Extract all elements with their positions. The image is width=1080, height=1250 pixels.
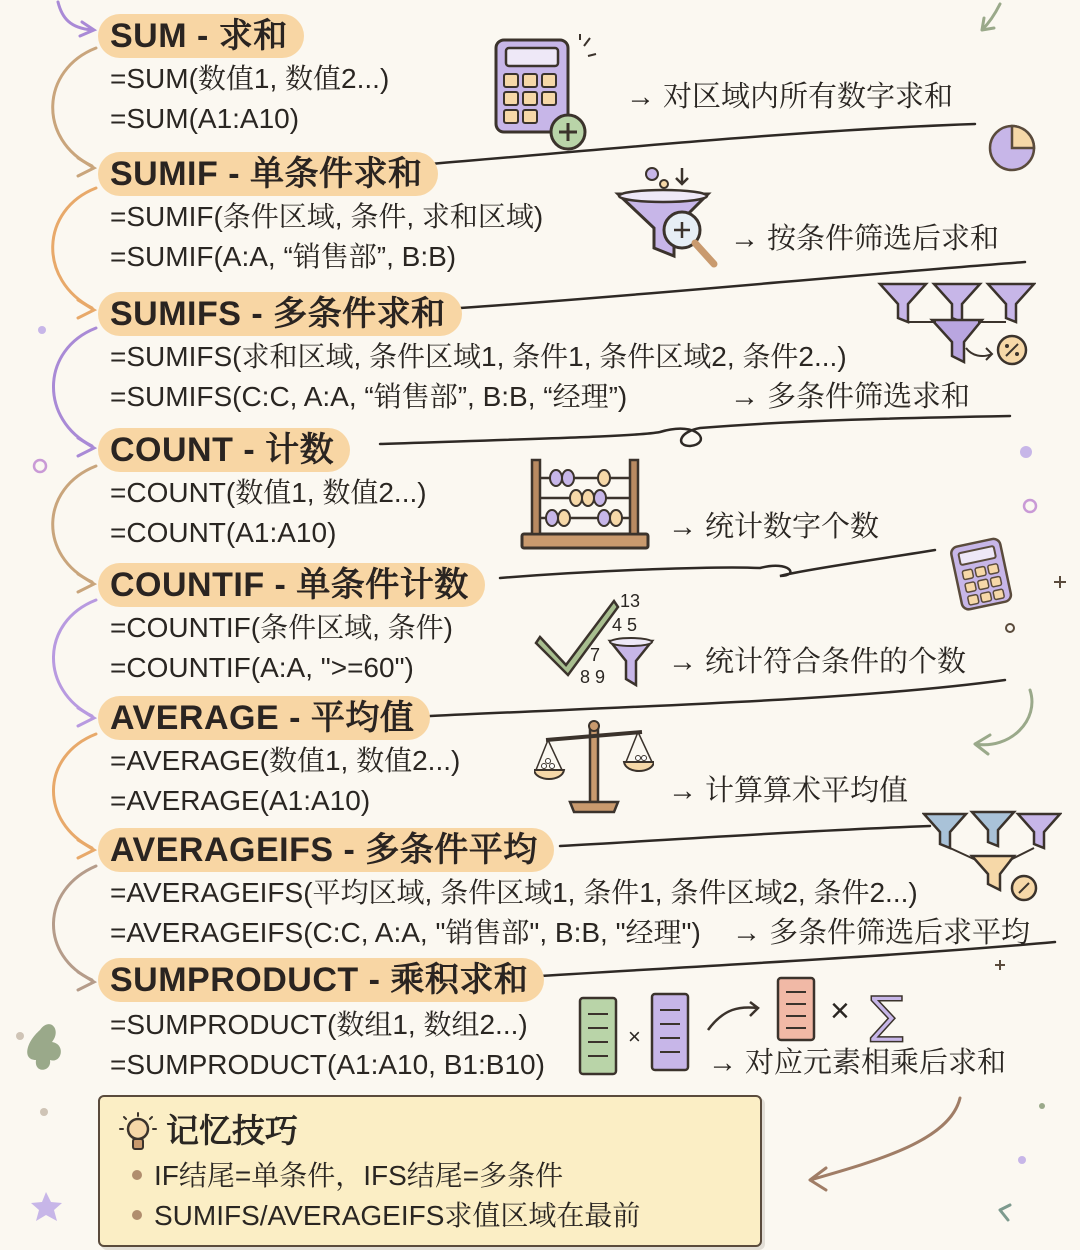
section-title: AVERAGE - 平均值 (98, 696, 430, 740)
funnel-magnifier-icon (612, 164, 726, 274)
formula-example: =COUNTIF(A:A, ">=60") (110, 652, 414, 683)
curl-arrow (975, 690, 1032, 754)
formula-example: =AVERAGE(A1:A10) (110, 785, 371, 816)
formula-example: =SUMPRODUCT(A1:A10, B1:B10) (110, 1049, 545, 1080)
formula-example: =COUNT(A1:A10) (110, 517, 337, 548)
connector-arrow (53, 328, 96, 446)
multiply-sign: × (628, 1024, 641, 1049)
formula-example: =SUMIFS(C:C, A:A, “销售部”, B:B, “经理”) (110, 381, 628, 412)
function-description: → 统计数字个数 (668, 511, 880, 543)
formula-syntax: =AVERAGE(数值1, 数值2...) (110, 745, 461, 776)
function-description: → 对应元素相乘后求和 (708, 1047, 1007, 1079)
section-title: SUMIF - 单条件求和 (98, 152, 438, 196)
section-title: SUMIFS - 多条件求和 (98, 292, 462, 336)
formula-example: =AVERAGEIFS(C:C, A:A, "销售部", B:B, "经理") (110, 917, 701, 948)
formula-syntax: =SUMIF(条件区域, 条件, 求和区域) (110, 201, 544, 232)
connector-arrow (78, 300, 94, 318)
formula-syntax: =SUMIFS(求和区域, 条件区域1, 条件1, 条件区域2, 条件2...) (110, 341, 847, 372)
formula-syntax: =AVERAGEIFS(平均区域, 条件区域1, 条件1, 条件区域2, 条件2...) (110, 877, 918, 908)
connector-arrow (53, 734, 96, 848)
multi-funnel-icon (876, 278, 1036, 378)
section-title: SUM - 求和 (98, 14, 304, 58)
formula-example: =SUMIF(A:A, “销售部”, B:B) (110, 241, 457, 272)
section-title: COUNTIF - 单条件计数 (98, 563, 485, 607)
formula-syntax: =COUNTIF(条件区域, 条件) (110, 612, 453, 643)
memory-tips-box (98, 1095, 762, 1247)
section-title: AVERAGEIFS - 多条件平均 (98, 828, 554, 872)
connector-arrow (78, 158, 94, 176)
formula-syntax: =COUNT(数值1, 数值2...) (110, 477, 427, 508)
formula-syntax: =SUMPRODUCT(数组1, 数组2...) (110, 1009, 528, 1040)
divider-swoosh (500, 550, 935, 578)
function-description: → 多条件筛选后求平均 (732, 917, 1031, 949)
connector-arrow (78, 972, 94, 990)
tip-text: SUMIFS/AVERAGEIFS求值区域在最前 (154, 1200, 641, 1231)
number-label: 8 9 (580, 667, 606, 687)
abacus-icon (520, 456, 650, 552)
function-description: → 计算算术平均值 (668, 775, 909, 807)
section-title: COUNT - 计数 (98, 428, 350, 472)
calculator-plus-icon (488, 34, 598, 158)
tips-title: 记忆技巧 (166, 1112, 298, 1149)
multiply-sign: × (830, 992, 850, 1030)
formula-example: =SUM(A1:A10) (110, 103, 300, 134)
pie-chart-icon (990, 126, 1034, 170)
connector-arrow (53, 188, 96, 308)
tip-text: IF结尾=单条件，IFS结尾=多条件 (154, 1160, 564, 1191)
connector-arrow (78, 840, 94, 858)
function-description: → 按条件筛选后求和 (730, 223, 1000, 255)
balance-scale-icon (534, 718, 654, 818)
tip-item (132, 1159, 563, 1193)
connector-arrow (53, 48, 96, 166)
connector-arrow (53, 600, 96, 716)
function-description: → 多条件筛选求和 (730, 381, 971, 413)
tip-item (132, 1199, 640, 1233)
multi-funnel-percent-icon (922, 808, 1062, 908)
number-label: 13 (620, 591, 641, 611)
bullet-icon (132, 1210, 142, 1220)
connector-arrow (53, 466, 96, 582)
formula-syntax: =SUM(数值1, 数值2...) (110, 63, 390, 94)
curl-arrow (810, 1098, 960, 1190)
sigma-sign: ∑ (870, 986, 904, 1044)
function-description: → 统计符合条件的个数 (668, 646, 967, 678)
arrow-small (1000, 1205, 1010, 1220)
corner-arrow (982, 4, 1000, 30)
number-label: 7 (590, 645, 601, 665)
small-calculator-icon (950, 538, 1012, 611)
function-description: → 对区域内所有数字求和 (626, 81, 954, 113)
connector-arrow (78, 438, 94, 456)
checkmark-funnel-icon (534, 589, 660, 697)
section-title: SUMPRODUCT - 乘积求和 (98, 958, 544, 1002)
connector-arrow (78, 574, 94, 592)
number-label: 4 5 (612, 615, 638, 635)
connector-arrow (78, 708, 94, 726)
divider-swoosh (380, 416, 1010, 446)
connector-arrow (53, 866, 96, 980)
bullet-icon (132, 1170, 142, 1180)
lightbulb-icon (116, 1111, 160, 1155)
divider-swoosh (430, 680, 1005, 716)
divider-swoosh (560, 826, 930, 846)
